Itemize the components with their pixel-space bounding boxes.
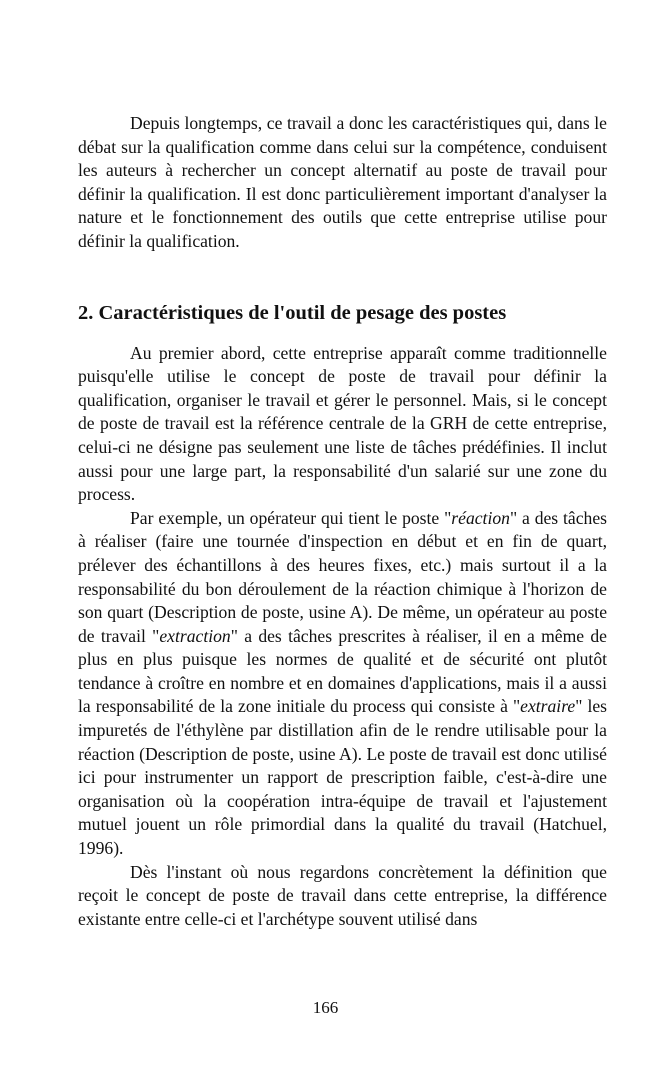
italic-term-extraire: extraire <box>520 696 576 717</box>
body-paragraph-3: Dès l'instant où nous regardons concrètement la définition que reçoit le concept de poste de travail dans cette entreprise, la différence existante entre celle-ci et l'archétype souvent utilisé dans <box>78 861 607 929</box>
paragraph-2-text-2: " a des tâches à réaliser (faire une tournée d'inspection en début et en fin de quart, prélever des échantillons à des heures fixes, etc.) mais surtout il a la responsabilité du bon déroulement de la réaction chimique à l'horizon de son quart (Description de poste, usine A). De même, un opérateur au poste de travail " <box>78 507 607 646</box>
body-paragraph-1: Au premier abord, cette entreprise apparaît comme traditionnelle puisqu'elle utilise le concept de poste de travail pour définir la qualification, organiser le travail et gérer le personnel. Mais, si le concept de poste de travail est la référence centrale de la GRH de cette entreprise, celui-ci ne désigne pas seulement une liste de tâches prédéfinies. Il inclut aussi pour une large part, la responsabilité d'un salarié sur une zone du process. <box>78 342 607 505</box>
section-heading: 2. Caractéristiques de l'outil de pesage des postes <box>78 301 507 324</box>
intro-paragraph: Depuis longtemps, ce travail a donc les caractéristiques qui, dans le débat sur la qualification comme dans celui sur la compétence, conduisent les auteurs à rechercher un concept alternatif au poste de travail pour définir la qualification. Il est donc particulièrement important d'analyser la nature et le fonctionnement des outils que cette entreprise utilise pour définir la qualification. <box>78 113 607 251</box>
page-body <box>78 112 607 931</box>
italic-term-reaction: réaction <box>451 507 510 528</box>
body-paragraph-2 <box>78 507 607 861</box>
italic-term-extraction: extraction <box>159 625 231 646</box>
paragraph-2-text-1: Par exemple, un opérateur qui tient le poste " <box>130 507 452 528</box>
paragraph-2-text-4: " les impuretés de l'éthylène par distillation afin de le rendre utilisable pour la réaction (Description de poste, usine A). Le poste de travail est donc utilisé ici pour instrumenter un rapport de prescription faible, c'est-à-dire une organisation où la coopération intra-équipe de travail et l'ajustement mutuel jouent un rôle primordial dans la qualité du travail (Hatchuel, 1996). <box>78 696 608 859</box>
paragraph-2-text-3: " a des tâches prescrites à réaliser, il en a même de plus en plus puisque les normes de qualité et de sécurité ont plutôt tendance à croître en nombre et en domaines d'applications, mais il a aussi la responsabilité de la zone initiale du process qui consiste à " <box>78 625 607 717</box>
page-number: 166 <box>312 998 339 1017</box>
